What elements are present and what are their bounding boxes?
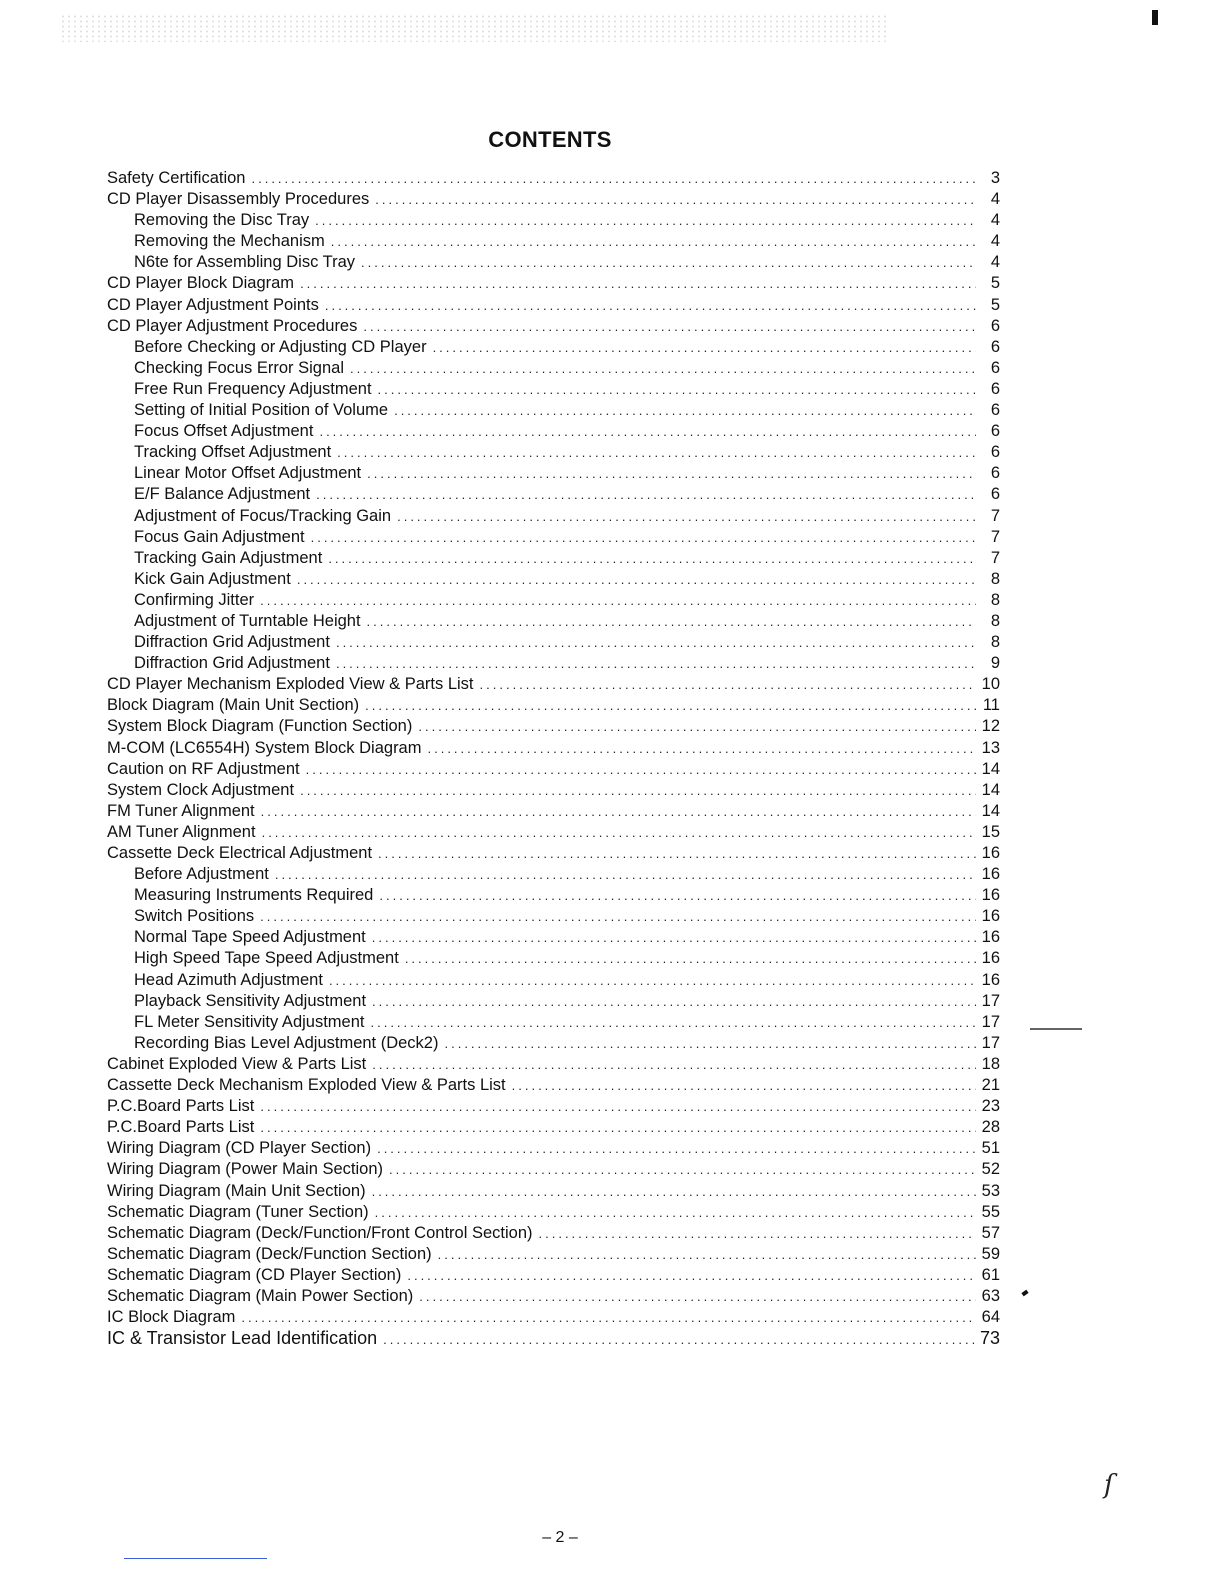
toc-entry[interactable]	[107, 695, 1000, 716]
toc-dot-leader	[300, 273, 976, 294]
toc-dot-leader	[379, 885, 976, 906]
toc-entry-page: 17	[981, 1012, 1000, 1031]
toc-entry-title: IC & Transistor Lead Identification	[107, 1328, 378, 1349]
toc-entry[interactable]	[107, 674, 1000, 695]
toc-entry-page: 18	[981, 1054, 1000, 1073]
toc-entry[interactable]	[107, 1096, 1000, 1117]
toc-entry-title: Adjustment of Focus/Tracking Gain	[134, 506, 392, 525]
toc-entry[interactable]	[107, 653, 1000, 674]
toc-entry[interactable]	[107, 527, 1000, 548]
toc-dot-leader	[261, 801, 976, 822]
toc-entry-page: 6	[990, 316, 1000, 335]
toc-entry-page: 17	[981, 1033, 1000, 1052]
toc-entry[interactable]	[107, 168, 1000, 189]
toc-entry-page: 16	[981, 907, 1000, 926]
toc-dot-leader	[319, 421, 976, 442]
toc-entry[interactable]	[107, 822, 1000, 843]
toc-entry-page: 8	[990, 590, 1000, 609]
toc-entry-page: 17	[981, 991, 1000, 1010]
toc-entry-page: 6	[990, 358, 1000, 377]
toc-entry-title: Checking Focus Error Signal	[134, 358, 345, 377]
toc-dot-leader	[397, 506, 976, 527]
toc-entry[interactable]	[107, 1265, 1000, 1286]
toc-entry-title: FL Meter Sensitivity Adjustment	[134, 1012, 365, 1031]
toc-entry[interactable]	[107, 337, 1000, 358]
toc-dot-leader	[372, 1181, 976, 1202]
toc-entry-title: CD Player Adjustment Points	[107, 295, 319, 314]
toc-dot-leader	[260, 590, 976, 611]
toc-entry-page: 6	[990, 379, 1000, 398]
toc-entry[interactable]	[107, 273, 1000, 294]
toc-entry[interactable]	[107, 780, 1000, 801]
toc-entry[interactable]	[107, 1181, 1000, 1202]
toc-entry-page: 6	[990, 401, 1000, 420]
toc-entry-title: Cassette Deck Electrical Adjustment	[107, 844, 373, 862]
toc-entry-page: 6	[990, 422, 1000, 441]
toc-entry-page: 8	[990, 633, 1000, 652]
toc-entry-page: 53	[981, 1181, 1000, 1200]
toc-entry-title: Removing the Disc Tray	[134, 211, 310, 230]
toc-dot-leader	[297, 569, 976, 590]
toc-entry-title: Schematic Diagram (Deck/Function/Front Control Section)	[107, 1223, 533, 1242]
toc-entry-title: CD Player Block Diagram	[107, 274, 295, 293]
toc-dot-leader	[480, 674, 976, 695]
toc-entry-page: 8	[990, 611, 1000, 630]
toc-entry-page: 55	[981, 1202, 1000, 1221]
toc-dot-leader	[419, 1286, 976, 1307]
page-number: – 2 –	[542, 1529, 578, 1546]
toc-entry-page: 59	[981, 1244, 1000, 1263]
toc-entry[interactable]	[107, 1328, 1000, 1349]
toc-entry-page: 21	[981, 1076, 1000, 1095]
toc-entry-title: Focus Gain Adjustment	[134, 527, 305, 546]
toc-entry-title: High Speed Tape Speed Adjustment	[134, 949, 399, 968]
toc-entry-title: Cassette Deck Mechanism Exploded View & Parts List	[107, 1076, 506, 1095]
toc-dot-leader	[512, 1075, 976, 1096]
toc-dot-leader	[367, 463, 976, 484]
toc-entry-page: 14	[981, 801, 1000, 820]
toc-dot-leader	[378, 379, 976, 400]
toc-entry[interactable]	[107, 189, 1000, 210]
toc-entry-title: P.C.Board Parts List	[107, 1097, 255, 1116]
toc-entry[interactable]	[107, 948, 1000, 969]
toc-dot-leader	[375, 189, 976, 210]
toc-entry-title: Diffraction Grid Adjustment	[134, 654, 330, 673]
toc-dot-leader	[378, 843, 976, 864]
toc-dot-leader	[241, 1307, 976, 1328]
toc-entry-page: 16	[981, 844, 1000, 862]
toc-dot-leader	[383, 1329, 976, 1350]
toc-entry[interactable]	[107, 1202, 1000, 1223]
toc-entry[interactable]	[107, 1033, 1000, 1054]
toc-entry-title: Block Diagram (Main Unit Section)	[107, 696, 360, 715]
toc-entry[interactable]	[107, 506, 1000, 527]
toc-entry-title: N6te for Assembling Disc Tray	[134, 253, 355, 272]
toc-entry-page: 51	[981, 1139, 1000, 1158]
toc-entry-page: 11	[982, 696, 1000, 715]
toc-entry[interactable]	[107, 210, 1000, 231]
toc-entry-title: Removing the Mechanism	[134, 232, 325, 251]
toc-entry[interactable]	[107, 1075, 1000, 1096]
toc-entry[interactable]	[107, 252, 1000, 273]
toc-entry-page: 16	[981, 949, 1000, 968]
toc-dot-leader	[337, 442, 976, 463]
toc-entry-title: Head Azimuth Adjustment	[134, 970, 323, 989]
toc-entry-page: 52	[981, 1160, 1000, 1179]
toc-entry-page: 57	[981, 1223, 1000, 1242]
toc-dot-leader	[427, 738, 976, 759]
toc-entry-title: Schematic Diagram (Tuner Section)	[107, 1202, 369, 1221]
toc-entry[interactable]	[107, 421, 1000, 442]
toc-dot-leader	[389, 1159, 976, 1180]
toc-dot-leader	[394, 400, 976, 421]
toc-entry-title: CD Player Adjustment Procedures	[107, 316, 358, 335]
toc-entry-title: Adjustment of Turntable Height	[134, 611, 361, 630]
toc-entry[interactable]	[107, 1054, 1000, 1075]
toc-entry[interactable]	[107, 442, 1000, 463]
toc-entry-page: 4	[990, 211, 1000, 230]
toc-entry[interactable]	[107, 484, 1000, 505]
toc-dot-leader	[433, 337, 976, 358]
toc-entry-page: 7	[990, 527, 1000, 546]
toc-dot-leader	[418, 716, 976, 737]
toc-entry-title: P.C.Board Parts List	[107, 1118, 255, 1137]
toc-entry[interactable]	[107, 843, 1000, 864]
toc-entry-title: Playback Sensitivity Adjustment	[134, 991, 367, 1010]
margin-handwriting: ſ	[1104, 1470, 1114, 1500]
toc-dot-leader	[336, 653, 976, 674]
toc-entry[interactable]	[107, 379, 1000, 400]
toc-entry-title: M-COM (LC6554H) System Block Diagram	[107, 738, 422, 757]
toc-entry-page: 61	[981, 1265, 1000, 1284]
toc-entry-title: Wiring Diagram (Power Main Section)	[107, 1160, 383, 1179]
toc-entry[interactable]	[107, 864, 1000, 885]
toc-dot-leader	[377, 1138, 976, 1159]
toc-dot-leader	[311, 527, 976, 548]
toc-entry[interactable]	[107, 611, 1000, 632]
table-of-contents	[107, 168, 1000, 1349]
toc-dot-leader	[275, 864, 976, 885]
toc-entry-title: Kick Gain Adjustment	[134, 569, 291, 588]
toc-entry-page: 73	[979, 1328, 1000, 1349]
toc-entry[interactable]	[107, 1138, 1000, 1159]
toc-entry-title: Wiring Diagram (Main Unit Section)	[107, 1181, 366, 1200]
toc-entry[interactable]	[107, 885, 1000, 906]
toc-entry[interactable]	[107, 231, 1000, 252]
toc-entry[interactable]	[107, 1012, 1000, 1033]
toc-entry-title: Normal Tape Speed Adjustment	[134, 928, 366, 947]
toc-entry[interactable]	[107, 463, 1000, 484]
toc-dot-leader	[372, 1054, 976, 1075]
toc-entry[interactable]	[107, 759, 1000, 780]
toc-entry-title: Setting of Initial Position of Volume	[134, 401, 389, 420]
toc-entry-title: E/F Balance Adjustment	[134, 485, 311, 504]
bottom-rule	[124, 1558, 267, 1559]
toc-dot-leader	[260, 1117, 976, 1138]
toc-entry-title: Schematic Diagram (Main Power Section)	[107, 1286, 414, 1305]
toc-dot-leader	[262, 822, 976, 843]
scan-noise	[60, 14, 890, 42]
toc-entry-page: 9	[990, 654, 1000, 673]
toc-dot-leader	[331, 231, 976, 252]
toc-entry-title: Schematic Diagram (CD Player Section)	[107, 1265, 402, 1284]
toc-entry-title: Before Adjustment	[134, 865, 269, 884]
toc-dot-leader	[539, 1223, 977, 1244]
toc-dot-leader	[260, 906, 976, 927]
toc-entry-title: Wiring Diagram (CD Player Section)	[107, 1139, 372, 1158]
toc-entry[interactable]	[107, 548, 1000, 569]
page-title: CONTENTS	[488, 126, 612, 152]
toc-dot-leader	[367, 611, 976, 632]
toc-entry-page: 14	[981, 780, 1000, 799]
toc-entry-page: 16	[981, 928, 1000, 947]
toc-entry-page: 4	[990, 253, 1000, 272]
toc-entry-title: Recording Bias Level Adjustment (Deck2)	[134, 1033, 439, 1052]
toc-entry-page: 15	[981, 822, 1000, 841]
toc-entry[interactable]	[107, 316, 1000, 337]
toc-entry[interactable]	[107, 400, 1000, 421]
toc-dot-leader	[251, 168, 976, 189]
toc-entry-page: 8	[990, 569, 1000, 588]
corner-mark	[1152, 10, 1158, 25]
toc-dot-leader	[336, 632, 976, 653]
toc-dot-leader	[407, 1265, 976, 1286]
toc-entry[interactable]	[107, 358, 1000, 379]
toc-dot-leader	[260, 1096, 976, 1117]
toc-entry-title: AM Tuner Alignment	[107, 822, 256, 841]
toc-entry[interactable]	[107, 295, 1000, 316]
toc-dot-leader	[306, 759, 976, 780]
toc-entry-title: CD Player Disassembly Procedures	[107, 190, 370, 209]
toc-dot-leader	[350, 358, 976, 379]
toc-entry-page: 7	[990, 548, 1000, 567]
toc-dot-leader	[444, 1033, 976, 1054]
toc-entry[interactable]	[107, 1159, 1000, 1180]
toc-entry[interactable]	[107, 738, 1000, 759]
toc-dot-leader	[438, 1244, 976, 1265]
toc-entry-page: 7	[990, 506, 1000, 525]
toc-entry-title: Measuring Instruments Required	[134, 886, 374, 905]
toc-dot-leader	[329, 970, 976, 991]
toc-entry-page: 23	[981, 1097, 1000, 1116]
toc-entry[interactable]	[107, 991, 1000, 1012]
toc-entry[interactable]	[107, 970, 1000, 991]
toc-entry[interactable]	[107, 1307, 1000, 1328]
toc-entry[interactable]	[107, 1286, 1000, 1307]
toc-entry-title: Cabinet Exploded View & Parts List	[107, 1054, 367, 1073]
toc-dot-leader	[316, 484, 976, 505]
toc-entry-page: 28	[981, 1118, 1000, 1137]
toc-entry[interactable]	[107, 1244, 1000, 1265]
toc-entry-page: 4	[990, 232, 1000, 251]
toc-entry-page: 4	[990, 190, 1000, 209]
toc-entry-title: Linear Motor Offset Adjustment	[134, 464, 362, 483]
toc-dot-leader	[375, 1202, 976, 1223]
toc-dot-leader	[315, 210, 976, 231]
toc-entry-title: Switch Positions	[134, 907, 255, 926]
toc-entry[interactable]	[107, 590, 1000, 611]
toc-entry-title: System Clock Adjustment	[107, 780, 295, 799]
toc-entry-page: 6	[990, 485, 1000, 504]
toc-entry-page: 16	[981, 886, 1000, 905]
toc-entry-page: 12	[981, 717, 1000, 736]
toc-entry[interactable]	[107, 716, 1000, 737]
toc-entry[interactable]	[107, 1117, 1000, 1138]
toc-entry[interactable]	[107, 801, 1000, 822]
toc-entry-title: CD Player Mechanism Exploded View & Parts List	[107, 675, 474, 694]
toc-entry-title: Diffraction Grid Adjustment	[134, 633, 330, 652]
toc-entry-page: 14	[981, 759, 1000, 778]
toc-entry-page: 5	[990, 295, 1000, 314]
toc-entry-page: 16	[981, 865, 1000, 884]
toc-entry-page: 16	[981, 970, 1000, 989]
toc-entry-page: 6	[990, 443, 1000, 462]
toc-entry-title: FM Tuner Alignment	[107, 801, 255, 820]
toc-entry[interactable]	[107, 569, 1000, 590]
toc-entry-title: Free Run Frequency Adjustment	[134, 379, 372, 398]
toc-entry[interactable]	[107, 906, 1000, 927]
toc-dot-leader	[300, 780, 976, 801]
toc-entry-title: Tracking Offset Adjustment	[134, 443, 332, 462]
toc-entry-title: Tracking Gain Adjustment	[134, 548, 323, 567]
toc-dot-leader	[372, 927, 976, 948]
toc-dot-leader	[370, 1012, 976, 1033]
margin-dot	[1021, 1290, 1028, 1297]
toc-entry-page: 6	[990, 337, 1000, 356]
toc-dot-leader	[363, 316, 976, 337]
margin-mark	[1030, 1028, 1082, 1030]
toc-dot-leader	[328, 548, 976, 569]
toc-dot-leader	[372, 991, 976, 1012]
toc-dot-leader	[405, 948, 976, 969]
toc-entry-page: 13	[981, 738, 1000, 757]
toc-entry-title: Confirming Jitter	[134, 590, 255, 609]
toc-dot-leader	[325, 295, 976, 316]
toc-entry-title: Focus Offset Adjustment	[134, 422, 314, 441]
toc-entry-title: System Block Diagram (Function Section)	[107, 717, 413, 736]
toc-dot-leader	[365, 695, 976, 716]
toc-entry-page: 63	[981, 1286, 1000, 1305]
toc-entry-page: 64	[981, 1308, 1000, 1327]
toc-entry-page: 10	[981, 675, 1000, 694]
toc-entry-page: 6	[990, 464, 1000, 483]
toc-entry-title: Before Checking or Adjusting CD Player	[134, 337, 427, 356]
toc-entry[interactable]	[107, 927, 1000, 948]
toc-entry-title: Caution on RF Adjustment	[107, 759, 300, 778]
toc-entry[interactable]	[107, 1223, 1000, 1244]
toc-entry[interactable]	[107, 632, 1000, 653]
toc-entry-page: 5	[990, 274, 1000, 293]
toc-entry-page: 3	[990, 169, 1000, 187]
toc-entry-title: Schematic Diagram (Deck/Function Section)	[107, 1244, 432, 1263]
toc-entry-title: Safety Certification	[107, 169, 246, 187]
toc-dot-leader	[361, 252, 976, 273]
toc-entry-title: IC Block Diagram	[107, 1308, 236, 1327]
